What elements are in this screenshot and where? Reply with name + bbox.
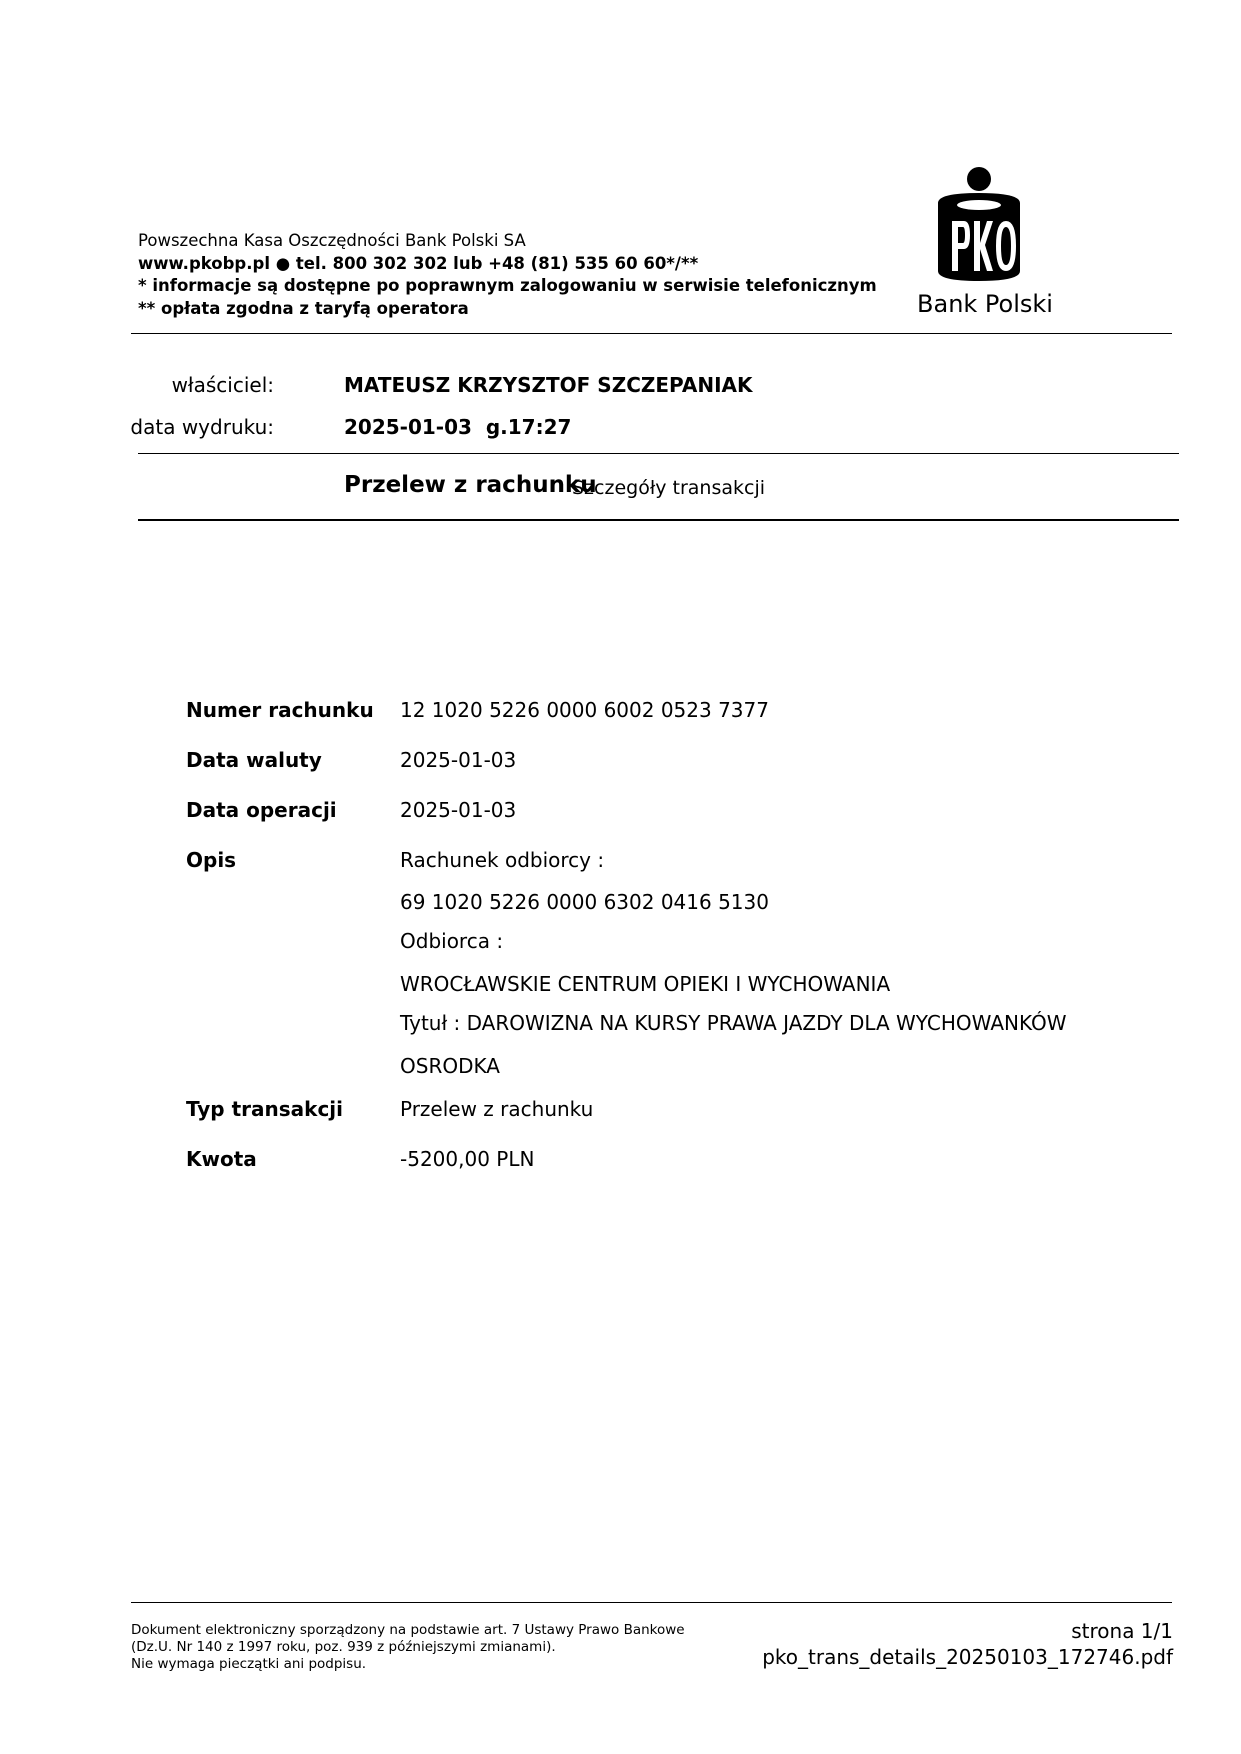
footer-legal-line: Dokument elektroniczny sporządzony na podstawie art. 7 Ustawy Prawo Bankowe	[131, 1622, 685, 1638]
account-label: Numer rachunku	[186, 698, 374, 722]
description-line: 69 1020 5226 0000 6302 0416 5130	[400, 890, 769, 914]
owner-label: właściciel:	[171, 373, 274, 397]
section-title: Przelew z rachunku	[344, 472, 597, 498]
description-label: Opis	[186, 848, 237, 872]
owner-value: MATEUSZ KRZYSZTOF SZCZEPANIAK	[344, 373, 753, 397]
op-date-label: Data operacji	[186, 798, 337, 822]
description-line: WROCŁAWSKIE CENTRUM OPIEKI I WYCHOWANIA	[400, 972, 891, 996]
footer-divider	[131, 1602, 1172, 1603]
bank-note-2: ** opłata zgodna z taryfą operatora	[138, 298, 469, 318]
file-name: pko_trans_details_20250103_172746.pdf	[762, 1645, 1173, 1669]
print-date-label: data wydruku:	[130, 415, 274, 439]
amount-label: Kwota	[186, 1147, 257, 1171]
account-value: 12 1020 5226 0000 6002 0523 7377	[400, 698, 769, 722]
header-divider	[131, 333, 1172, 334]
page-number: strona 1/1	[1071, 1619, 1173, 1643]
print-date-value: 2025-01-03 g.17:27	[344, 415, 572, 439]
bank-contact: www.pkobp.pl ● tel. 800 302 302 lub +48 (81) 535 60 60*/**	[138, 253, 699, 273]
section-subtitle: Szczegóły transakcji	[572, 477, 766, 499]
section-divider	[138, 519, 1179, 521]
description-line: OSRODKA	[400, 1054, 500, 1078]
logo-text: Bank Polski	[917, 290, 1053, 318]
footer-legal-line: (Dz.U. Nr 140 z 1997 roku, poz. 939 z późniejszymi zmianami).	[131, 1639, 556, 1655]
bank-info	[138, 230, 877, 320]
amount-value: -5200,00 PLN	[400, 1147, 535, 1171]
value-date-value: 2025-01-03	[400, 748, 517, 772]
footer-legal	[131, 1622, 685, 1673]
description-line: Rachunek odbiorcy :	[400, 848, 605, 872]
type-label: Typ transakcji	[186, 1097, 344, 1121]
meta-divider	[138, 453, 1179, 454]
type-value: Przelew z rachunku	[400, 1097, 594, 1121]
footer-legal-line: Nie wymaga pieczątki ani podpisu.	[131, 1656, 367, 1672]
description-line: Tytuł : DAROWIZNA NA KURSY PRAWA JAZDY DLA WYCHOWANKÓW	[400, 1011, 1067, 1035]
bank-note-1: * informacje są dostępne po poprawnym zalogowaniu w serwisie telefonicznym	[138, 276, 877, 295]
description-line: Odbiorca :	[400, 929, 504, 953]
value-date-label: Data waluty	[186, 748, 322, 772]
footer-page-info	[762, 1618, 1173, 1670]
op-date-value: 2025-01-03	[400, 798, 517, 822]
bank-name: Powszechna Kasa Oszczędności Bank Polski SA	[138, 231, 526, 250]
